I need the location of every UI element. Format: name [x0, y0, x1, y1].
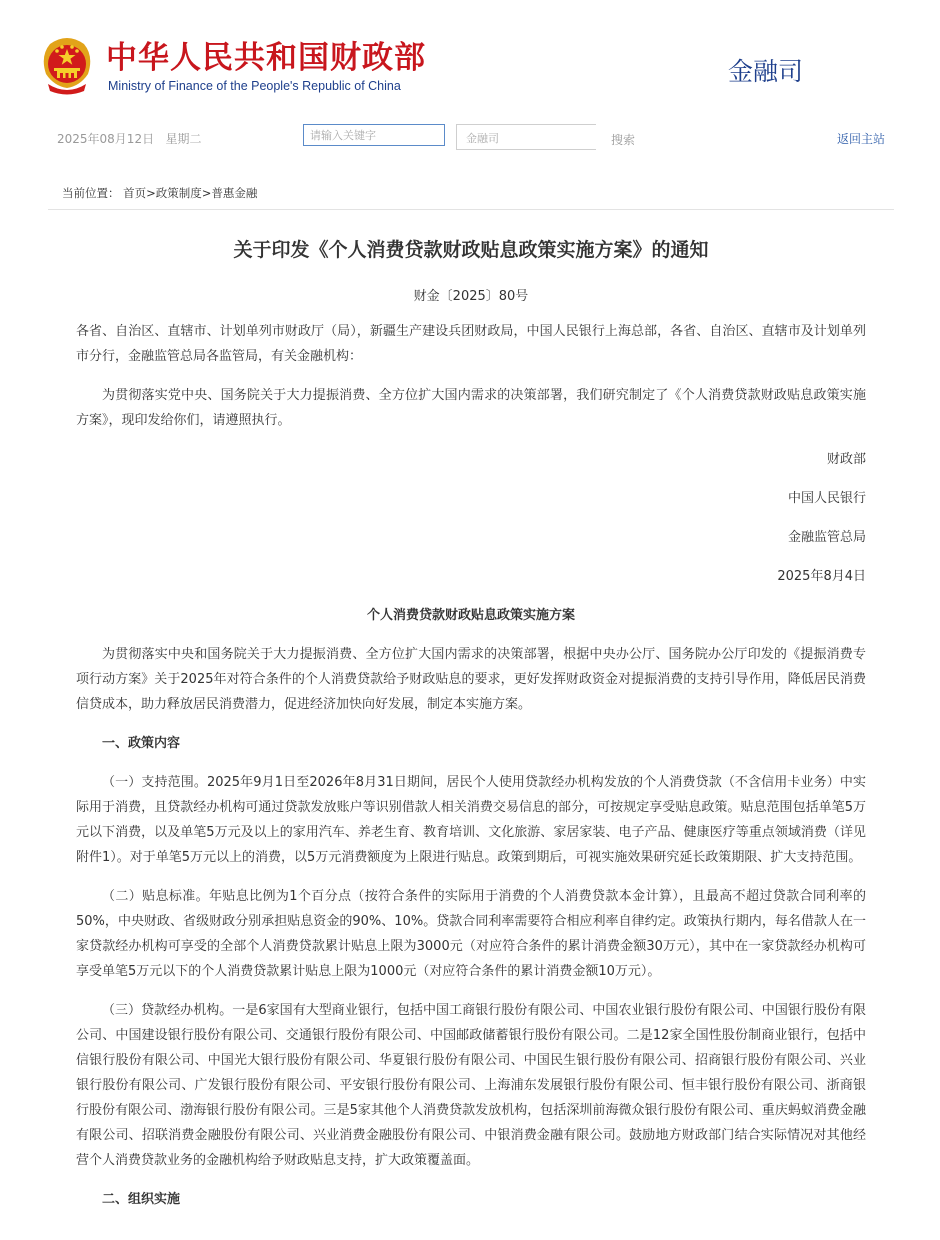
breadcrumb [62, 185, 257, 201]
document-number: 财金〔2025〕80号 [413, 289, 529, 304]
section2-heading: 二、组织实施 [102, 1192, 181, 1207]
search-scope-select[interactable]: 金融司 [456, 124, 596, 150]
toolbar [0, 120, 940, 156]
breadcrumb-separator: > [146, 186, 156, 200]
site-title-en: Ministry of Finance of the People's Republic of China [108, 79, 401, 93]
search-input[interactable] [303, 124, 445, 146]
recipients-paragraph: 各省、自治区、直辖市、计划单列市财政厅（局），新疆生产建设兵团财政局，中国人民银行上海总部，各省、自治区、直辖市及计划单列市分行，金融监管总局各监管局，有关金融机构： [76, 324, 866, 364]
department-title: 金融司 [728, 57, 804, 86]
article-title: 关于印发《个人消费贷款财政贴息政策实施方案》的通知 [233, 239, 709, 261]
breadcrumb-prefix: 当前位置： [62, 186, 120, 200]
article [76, 234, 866, 1226]
signatory-nfra: 金融监管总局 [787, 530, 866, 545]
breadcrumb-policy[interactable]: 政策制度 [155, 186, 202, 200]
weekday-text: 星期二 [165, 132, 202, 146]
section1-heading: 一、政策内容 [102, 736, 181, 751]
plan-intro-paragraph: 为贯彻落实中央和国务院关于大力提振消费、全方位扩大国内需求的决策部署，根据中央办公厅、国务院办公厅印发的《提振消费专项行动方案》关于2025年对符合条件的个人消费贷款给予财政贴息的要求，更好发挥财政资金对提振消费的支持引导作用，降低居民消费信贷成本，助力释放居民消费潜力，促进经济加快向好发展，制定本实施方案。 [76, 647, 866, 712]
site-header [0, 0, 940, 110]
search-button[interactable]: 搜索 [611, 133, 636, 147]
national-emblem-icon [40, 36, 94, 96]
section1-institutions-paragraph: （三）贷款经办机构。一是6家国有大型商业银行，包括中国工商银行股份有限公司、中国农业银行股份有限公司、中国银行股份有限公司、中国建设银行股份有限公司、交通银行股份有限公司、中国邮政储蓄银行股份有限公司。二是12家全国性股份制商业银行，包括中信银行股份有限公司、中国光大银行股份有限公司、华夏银行股份有限公司、中国民生银行股份有限公司、招商银行股份有限公司、兴业银行股份有限公司、广发银行股份有限公司、平安银行股份有限公司、上海浦东发展银行股份有限公司、恒丰银行股份有限公司、浙商银行股份有限公司、渤海银行股份有限公司。三是5家其他个人消费贷款发放机构，包括深圳前海微众银行股份有限公司、重庆蚂蚁消费金融有限公司、招联消费金融股份有限公司、兴业消费金融股份有限公司、中银消费金融有限公司。鼓励地方财政部门结合实际情况对其他经营个人消费贷款业务的金融机构给予财政贴息支持，扩大政策覆盖面。 [76, 1003, 866, 1168]
current-date [57, 130, 202, 147]
intro-paragraph: 为贯彻落实党中央、国务院关于大力提振消费、全方位扩大国内需求的决策部署，我们研究制定了《个人消费贷款财政贴息政策实施方案》，现印发给你们，请遵照执行。 [76, 388, 866, 428]
breadcrumb-inclusive-finance[interactable]: 普惠金融 [211, 186, 258, 200]
date-text: 2025年08月12日 [57, 132, 155, 146]
signature-date: 2025年8月4日 [777, 569, 866, 584]
signatory-pboc: 中国人民银行 [787, 491, 866, 506]
breadcrumb-separator: > [201, 186, 212, 200]
section1-standard-paragraph: （二）贴息标准。年贴息比例为1个百分点（按符合条件的实际用于消费的个人消费贷款本金计算），且最高不超过贷款合同利率的50%，中央财政、省级财政分别承担贴息资金的90%、10%。贷款合同利率需要符合相应利率自律约定。政策执行期内，每名借款人在一家贷款经办机构可享受的全部个人消费贷款累计贴息上限为3000元（对应符合条件的累计消费金额30万元），其中在一家贷款经办机构可享受单笔5万元以下的个人消费贷款累计贴息上限为1000元（对应符合条件的累计消费金额10万元）。 [76, 889, 866, 979]
breadcrumb-home[interactable]: 首页 [123, 186, 147, 200]
site-title-cn: 中华人民共和国财政部 [106, 40, 426, 76]
plan-title: 个人消费贷款财政贴息政策实施方案 [366, 608, 575, 623]
section1-scope-paragraph: （一）支持范围。2025年9月1日至2026年8月31日期间，居民个人使用贷款经办机构发放的个人消费贷款（不含信用卡业务）中实际用于消费，且贷款经办机构可通过贷款发放账户等识别借款人相关消费交易信息的部分，可按规定享受贴息政策。贴息范围包括单笔5万元以下消费，以及单笔5万元及以上的家用汽车、养老生育、教育培训、文化旅游、家居家装、电子产品、健康医疗等重点领域消费（详见附件1）。对于单笔5万元以上的消费，以5万元消费额度为上限进行贴息。政策到期后，可视实施效果研究延长政策期限、扩大支持范围。 [76, 775, 866, 865]
return-home-link[interactable]: 返回主站 [837, 132, 886, 146]
signatory-mof: 财政部 [826, 452, 866, 467]
breadcrumb-divider [48, 209, 894, 210]
